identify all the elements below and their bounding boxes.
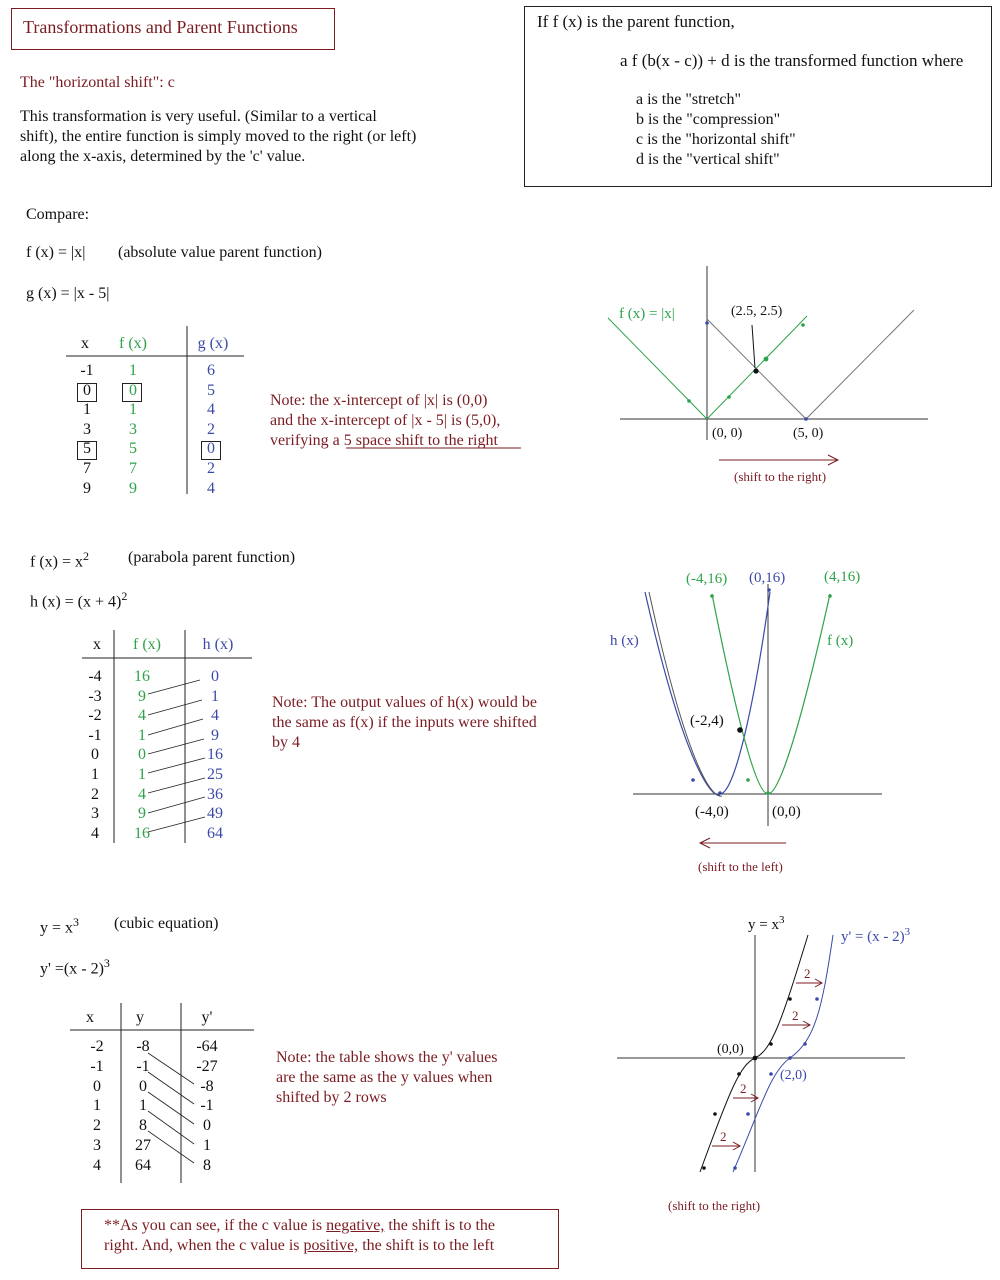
parabola-graph-f-label: f (x)	[827, 633, 854, 649]
parabola-table-cell-f: 4	[138, 707, 146, 725]
parabola-graph-label-p3: (4,16)	[824, 569, 861, 585]
parabola-table-cell-h: 0	[211, 668, 219, 685]
definition-item-c: c is the "horizontal shift"	[636, 131, 796, 148]
parabola-table-cell-f: 9	[138, 805, 146, 823]
cubic-graph-shifted-label: (2,0)	[780, 1068, 807, 1083]
cubic-note-line-1: Note: the table shows the y' values	[276, 1049, 498, 1066]
cubic-table-cell-y: 8	[139, 1117, 147, 1135]
parabola-table-cell-x: 2	[91, 785, 99, 803]
abs-table-header-x: x	[81, 335, 89, 352]
parabola-table-cell-x: 1	[91, 766, 99, 783]
definition-line-1: If f (x) is the parent function,	[537, 12, 735, 31]
cubic-table-cell-x: 3	[93, 1137, 101, 1154]
cubic-table-cell-yprime: -27	[196, 1057, 218, 1075]
parabola-h-text: h (x) = (x + 4)	[30, 593, 122, 611]
abs-f-description: (absolute value parent function)	[118, 244, 322, 261]
intro-line-1: This transformation is very useful. (Similar to a vertical	[20, 108, 377, 125]
abs-table-cell-f: 7	[129, 460, 137, 477]
definition-item-a: a is the "stretch"	[636, 91, 742, 108]
cubic-graph-shift-label-3: 2	[740, 1081, 747, 1096]
abs-table-cell-x: 3	[83, 420, 91, 438]
cubic-table-cell-x: 0	[93, 1077, 101, 1095]
cubic-table-cell-y: -8	[136, 1038, 150, 1055]
abs-table-cell-x: 5	[83, 440, 91, 458]
page-title: Transformations and Parent Functions	[23, 17, 298, 37]
footer-line-1c: the shift is to the	[384, 1217, 496, 1234]
cubic-table-cell-y: -1	[136, 1057, 150, 1075]
parabola-table-cell-x: -1	[88, 726, 102, 744]
cubic-table-cell-yprime: 0	[203, 1117, 211, 1135]
intro-line-3: along the x-axis, determined by the 'c' value.	[20, 148, 306, 165]
parabola-table-cell-h: 16	[207, 746, 223, 764]
abs-graph-origin-label: (0, 0)	[712, 426, 743, 441]
abs-graph-vertex-label: (5, 0)	[793, 426, 824, 441]
section-heading: The "horizontal shift": c	[20, 74, 175, 91]
parabola-graph-vertex-f-label: (0,0)	[772, 804, 801, 820]
definition-item-d: d is the "vertical shift"	[636, 151, 780, 168]
cubic-table-cell-x: 1	[93, 1097, 101, 1115]
parabola-graph-intersection-label: (-2,4)	[690, 713, 724, 729]
abs-table-cell-g: 2	[207, 460, 215, 477]
parabola-table-cell-f: 0	[138, 746, 146, 764]
parabola-graph-points	[691, 588, 832, 795]
cubic-mapping-lines	[148, 1053, 194, 1163]
abs-f-label: f (x) = |x|	[26, 244, 86, 261]
parabola-table-cell-x: 4	[91, 824, 99, 842]
abs-table-cell-x: -1	[80, 362, 94, 379]
cubic-y-description: (cubic equation)	[114, 915, 219, 932]
parabola-table-header-x: x	[93, 636, 101, 653]
cubic-table-cell-yprime: -64	[196, 1038, 218, 1055]
parabola-note-line-3: by 4	[272, 734, 300, 751]
cubic-graph-shift-label-4: 2	[720, 1129, 727, 1144]
parabola-table-cell-f: 9	[138, 687, 146, 705]
parabola-table-cell-f: 4	[138, 785, 146, 803]
parabola-f-text: f (x) = x	[30, 553, 84, 571]
parabola-table-cell-x: 3	[91, 805, 99, 823]
cubic-graph-shift-label-2: 2	[792, 1008, 799, 1023]
abs-graph-points	[687, 323, 805, 403]
parabola-graph-h-label: h (x)	[610, 633, 639, 649]
abs-table-cell-x: 9	[83, 479, 91, 497]
definition-line-2: a f (b(x - c)) + d is the transformed function where	[620, 51, 964, 70]
parabola-graph-caption: (shift to the left)	[698, 859, 783, 874]
cubic-table-header-y: y	[136, 1009, 144, 1026]
abs-graph-intersection-label: (2.5, 2.5)	[731, 304, 783, 319]
parabola-graph-h-curve	[645, 592, 770, 795]
cubic-graph-yprime-label	[841, 926, 911, 945]
cubic-graph-yprime-label-text: y' = (x - 2)	[841, 929, 905, 945]
footer-line-1a: **As you can see, if the c value is	[104, 1217, 327, 1234]
parabola-table-cell-h: 36	[207, 785, 223, 803]
abs-table-cell-g: 5	[207, 381, 215, 399]
footer-line-2c: the shift is to the left	[358, 1237, 495, 1254]
abs-graph-g-curve	[707, 310, 914, 419]
parabola-graph-intersection-point	[737, 727, 743, 733]
abs-g-label: g (x) = |x - 5|	[26, 285, 110, 302]
abs-table-cell-f: 3	[129, 420, 137, 438]
cubic-graph-shift-arrows	[712, 979, 822, 1150]
parabola-table-cell-f: 1	[138, 766, 146, 783]
cubic-graph-caption: (shift to the right)	[668, 1198, 761, 1213]
cubic-note-line-2: are the same as the y values when	[276, 1069, 493, 1086]
cubic-table-cell-y: 27	[135, 1137, 151, 1154]
cubic-graph-yprime-label-exp: 3	[904, 926, 911, 938]
cubic-graph	[617, 914, 911, 1213]
parabola-table-cell-x: -2	[88, 707, 102, 725]
abs-table-cell-f: 1	[129, 401, 137, 419]
abs-note-line-2: and the x-intercept of |x - 5| is (5,0),	[270, 412, 501, 429]
parabola-graph-label-p2: (0,16)	[749, 570, 786, 586]
parabola-note-line-2: the same as f(x) if the inputs were shifted	[272, 714, 537, 731]
abs-table-cell-x: 0	[83, 381, 91, 399]
parabola-graph-f-curve	[712, 594, 830, 794]
cubic-graph-y-label-exp: 3	[778, 914, 785, 926]
parabola-table-cell-f: 16	[134, 668, 150, 685]
parabola-f-description: (parabola parent function)	[128, 549, 296, 566]
parabola-graph-label-p1: (-4,16)	[686, 571, 728, 587]
cubic-table-cell-yprime: -8	[200, 1077, 214, 1095]
abs-table-cell-f: 0	[129, 381, 137, 399]
parabola-table-cell-h: 25	[207, 766, 223, 783]
abs-table-cell-g: 4	[207, 479, 215, 497]
parabola-table-cell-f: 16	[134, 824, 150, 842]
cubic-table-cell-y: 1	[139, 1097, 147, 1115]
parabola-table-cell-x: 0	[91, 746, 99, 764]
abs-table-cell-g: 6	[207, 362, 215, 379]
parabola-table-cell-h: 4	[211, 707, 219, 725]
cubic-graph-y-label	[748, 914, 785, 933]
abs-table-cell-x: 1	[83, 401, 91, 419]
cubic-table-header-x: x	[86, 1009, 94, 1026]
cubic-graph-y-label-text: y = x	[748, 917, 779, 933]
parabola-graph-vertex-h-label: (-4,0)	[695, 804, 729, 820]
parabola-table-cell-h: 64	[207, 824, 223, 842]
abs-note-line-3: verifying a 5 space shift to the right	[270, 432, 498, 449]
cubic-note-line-3: shifted by 2 rows	[276, 1089, 387, 1106]
parabola-table-cell-x: -3	[88, 687, 102, 705]
intro-line-2: shift), the entire function is simply moved to the right (or left)	[20, 128, 417, 145]
abs-graph-intersection-point	[753, 368, 758, 373]
cubic-table-cell-x: 4	[93, 1156, 101, 1174]
footer-positive: positive,	[303, 1237, 359, 1254]
cubic-table-cell-yprime: -1	[200, 1097, 214, 1115]
cubic-graph-shift-label-1: 2	[804, 966, 811, 981]
abs-table-cell-f: 1	[129, 362, 137, 379]
parabola-graph	[610, 569, 882, 874]
cubic-table-cell-y: 64	[135, 1156, 151, 1174]
parabola-h-exponent: 2	[121, 589, 128, 603]
abs-table-header-f: f (x)	[119, 335, 147, 352]
abs-graph-intersection-pointer	[752, 325, 755, 368]
cubic-table-cell-x: -2	[90, 1038, 104, 1055]
cubic-yprime-text: y' =(x - 2)	[40, 960, 104, 978]
abs-table-cell-f: 9	[129, 479, 137, 497]
parabola-table-cell-x: -4	[88, 668, 102, 685]
cubic-y-text: y = x	[40, 919, 74, 937]
cubic-table-cell-yprime: 8	[203, 1156, 211, 1174]
parabola-graph-h-curve-shadow	[649, 592, 722, 796]
definition-item-b: b is the "compression"	[636, 111, 781, 128]
parabola-note-line-1: Note: The output values of h(x) would be	[272, 694, 537, 711]
abs-table-cell-g: 2	[207, 420, 215, 438]
footer-negative: negative,	[326, 1217, 385, 1234]
abs-note-line-1: Note: the x-intercept of |x| is (0,0)	[270, 392, 488, 409]
parabola-table-header-h: h (x)	[202, 636, 234, 653]
cubic-yprime-exponent: 3	[103, 956, 110, 970]
abs-table-cell-f: 5	[129, 440, 137, 458]
abs-table-cell-x: 7	[83, 460, 91, 477]
cubic-table-cell-y: 0	[139, 1077, 147, 1095]
parabola-table-cell-h: 9	[211, 726, 219, 744]
parabola-table-cell-h: 49	[207, 805, 223, 823]
cubic-table-cell-yprime: 1	[203, 1137, 211, 1154]
cubic-y-exponent: 3	[73, 915, 80, 929]
cubic-table-cell-x: -1	[90, 1057, 104, 1075]
parabola-table-header-f: f (x)	[133, 636, 161, 653]
cubic-table-header-yprime: y'	[201, 1009, 213, 1026]
abs-table-cell-g: 0	[207, 440, 215, 458]
abs-graph-caption: (shift to the right)	[734, 469, 827, 484]
parabola-f-exponent: 2	[83, 549, 90, 563]
parabola-table-cell-h: 1	[211, 687, 219, 705]
parabola-mapping-lines	[148, 680, 205, 832]
compare-label: Compare:	[26, 206, 90, 223]
abs-graph-f-label: f (x) = |x|	[619, 306, 675, 322]
abs-table-header-g: g (x)	[197, 335, 229, 352]
abs-graph	[608, 266, 928, 484]
footer-line-2a: right. And, when the c value is	[104, 1237, 304, 1254]
parabola-table-cell-f: 1	[138, 726, 146, 744]
abs-table-cell-g: 4	[207, 401, 215, 419]
cubic-graph-origin-label: (0,0)	[717, 1042, 744, 1057]
cubic-graph-yprime-curve	[733, 935, 833, 1172]
cubic-table-cell-x: 2	[93, 1117, 101, 1135]
